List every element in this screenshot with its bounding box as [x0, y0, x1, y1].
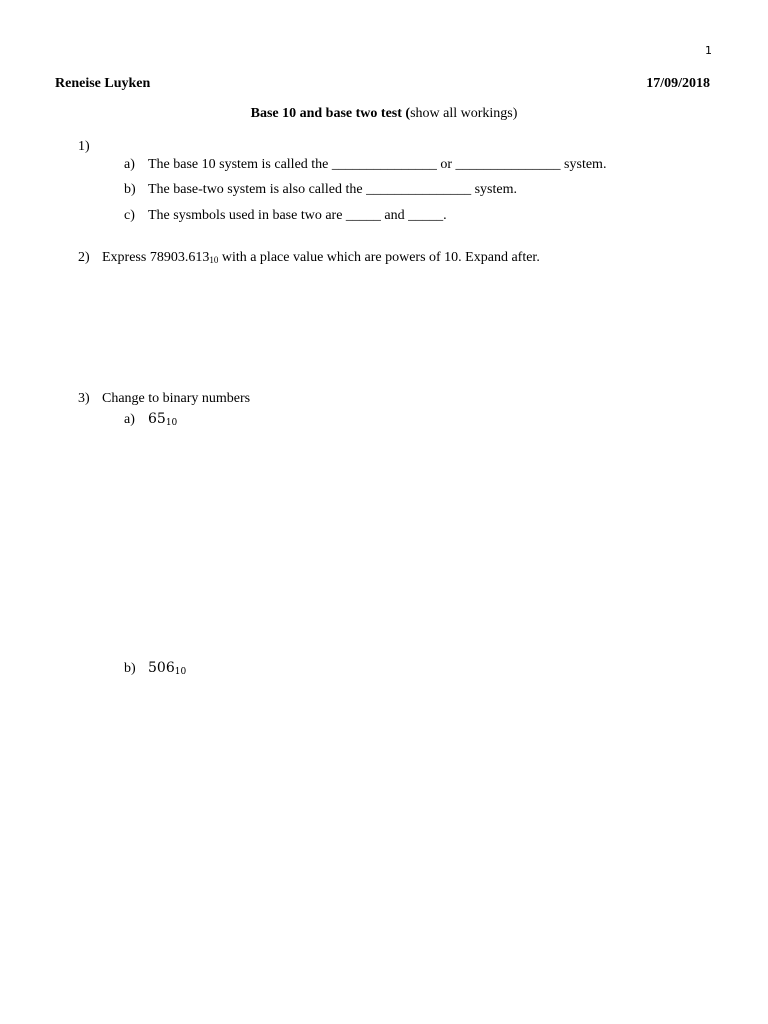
question-1c-text: The sysmbols used in base two are _____ and _____. — [148, 208, 447, 223]
question-1-number: 1) — [78, 139, 90, 154]
author-name: Reneise Luyken — [55, 76, 151, 91]
question-3b — [124, 660, 186, 677]
question-1a — [124, 157, 606, 173]
question-3-number: 3) — [78, 391, 90, 406]
question-3 — [78, 391, 250, 407]
question-2-text-pre: Express 78903.613 — [102, 250, 210, 265]
test-date: 17/09/2018 — [646, 76, 710, 91]
question-1b — [124, 182, 517, 198]
question-1c — [124, 208, 447, 224]
question-3a-letter: a) — [124, 412, 135, 427]
question-2-subscript: 10 — [209, 255, 219, 265]
question-3a — [124, 411, 177, 428]
test-title — [0, 106, 768, 122]
question-3a-value: 65 — [148, 411, 166, 427]
question-2-text-post: with a place value which are powers of 10. Expand after. — [218, 250, 540, 265]
question-2 — [78, 250, 540, 266]
question-1a-text: The base 10 system is called the _______________ or _______________ system. — [148, 157, 607, 172]
question-1a-letter: a) — [124, 157, 135, 172]
question-3b-subscript: 10 — [174, 667, 187, 677]
question-1c-letter: c) — [124, 208, 135, 223]
title-bold-part: Base 10 and base two test ( — [250, 106, 411, 121]
question-1b-text: The base-two system is also called the _______________ system. — [148, 182, 517, 197]
page-number: 1 — [705, 44, 712, 57]
question-3a-subscript: 10 — [165, 418, 178, 428]
question-3b-value: 506 — [148, 660, 175, 676]
question-1b-letter: b) — [124, 182, 136, 197]
title-normal-part: show all workings) — [410, 106, 518, 121]
question-3-text: Change to binary numbers — [102, 391, 251, 406]
question-3b-letter: b) — [124, 661, 136, 676]
question-2-number: 2) — [78, 250, 90, 265]
